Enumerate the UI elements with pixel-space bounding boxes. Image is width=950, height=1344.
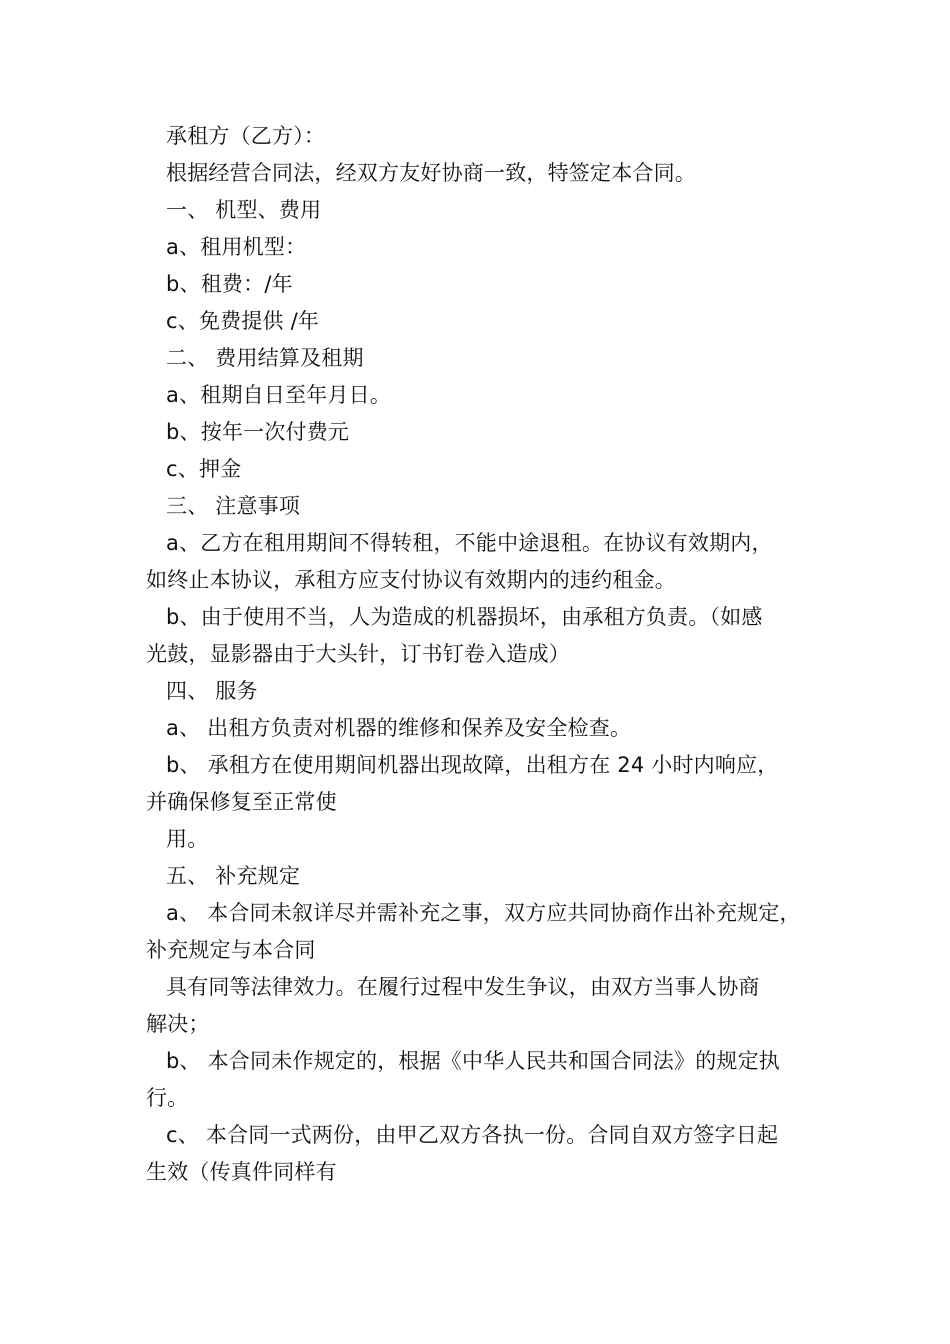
clause-line: a、租用机型： <box>166 235 307 259</box>
clause-line: b、按年一次付费元 <box>166 420 350 444</box>
clause-line: b、 承租方在使用期间机器出现故障，出租方在 24 小时内响应， <box>166 753 779 777</box>
clause-line: a、 本合同未叙详尽并需补充之事，双方应共同协商作出补充规定， <box>166 901 801 925</box>
clause-continuation: 生效（传真件同样有 <box>146 1160 337 1184</box>
section-heading-1: 一、 机型、费用 <box>166 198 322 222</box>
clause-line: a、租期自日至年月日。 <box>166 383 392 407</box>
clause-continuation: 如终止本协议，承租方应支付协议有效期内的违约租金。 <box>146 568 676 592</box>
clause-continuation: 具有同等法律效力。在履行过程中发生争议，由双方当事人协商 <box>166 975 760 999</box>
clause-line: c、 本合同一式两份，由甲乙双方各执一份。合同自双方签字日起 <box>166 1123 779 1147</box>
clause-continuation: 解决； <box>146 1012 210 1036</box>
clause-continuation: 行。 <box>146 1086 189 1110</box>
clause-line: b、租费：/年 <box>166 272 293 296</box>
clause-line: b、 本合同未作规定的，根据《中华人民共和国合同法》的规定执 <box>166 1049 781 1073</box>
clause-line: a、 出租方负责对机器的维修和保养及安全检查。 <box>166 716 632 740</box>
clause-line: c、免费提供 /年 <box>166 309 320 333</box>
preamble-line: 根据经营合同法，经双方友好协商一致，特签定本合同。 <box>166 161 696 185</box>
clause-continuation: 并确保修复至正常使 <box>146 790 337 814</box>
section-heading-3: 三、 注意事项 <box>166 494 301 518</box>
section-heading-4: 四、 服务 <box>166 679 258 703</box>
contract-body <box>146 118 826 1191</box>
section-heading-5: 五、 补充规定 <box>166 864 301 888</box>
clause-line: b、由于使用不当，人为造成的机器损坏，由承租方负责。（如感 <box>166 605 763 629</box>
clause-line: c、押金 <box>166 457 242 481</box>
section-heading-2: 二、 费用结算及租期 <box>166 346 364 370</box>
clause-line: a、乙方在租用期间不得转租，不能中途退租。在协议有效期内， <box>166 531 773 555</box>
clause-continuation: 光鼓，显影器由于大头针，订书钉卷入造成） <box>146 642 570 666</box>
lessee-line: 承租方（乙方）： <box>166 124 326 148</box>
clause-continuation: 补充规定与本合同 <box>146 938 316 962</box>
clause-continuation: 用。 <box>166 827 209 851</box>
